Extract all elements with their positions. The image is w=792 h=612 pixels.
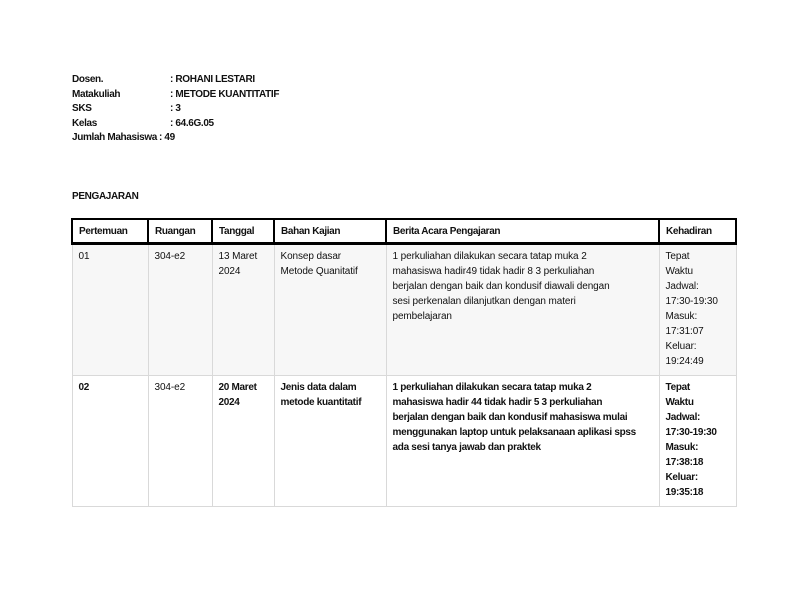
bahan-line: Konsep dasar: [280, 251, 342, 262]
info-row-kelas: [72, 117, 279, 132]
cell-bahan-kajian: [274, 244, 386, 376]
info-row-dosen: [72, 73, 279, 88]
bahan-line: metode kuantitatif: [280, 397, 362, 408]
info-row-sks: [72, 102, 279, 117]
header-pertemuan: Pertemuan: [72, 219, 148, 244]
header-ruangan: Ruangan: [148, 219, 212, 244]
kehadiran-line: 19:35:18: [665, 487, 704, 498]
kelas-value: : 64.6G.05: [170, 117, 214, 129]
berita-line: menggunakan laptop untuk pelaksanaan aplikasi spss: [392, 427, 636, 438]
header-tanggal: Tanggal: [212, 219, 274, 244]
berita-line: berjalan dengan baik dan kondusif mahasiswa mulai: [392, 412, 628, 423]
jumlah-label: Jumlah Mahasiswa: [72, 132, 157, 144]
kehadiran-line: Jadwal:: [665, 281, 699, 292]
dosen-value: : ROHANI LESTARI: [170, 74, 255, 85]
kehadiran-line: Jadwal:: [665, 412, 701, 423]
berita-line: 1 perkuliahan dilakukan secara tatap muka 2: [392, 382, 592, 393]
sks-value: : 3: [170, 103, 181, 115]
cell-berita-acara: [386, 376, 659, 507]
berita-line: mahasiswa hadir49 tidak hadir 8 3 perkuliahan: [392, 266, 595, 277]
berita-line: 1 perkuliahan dilakukan secara tatap muka 2: [392, 251, 587, 262]
bahan-line: Jenis data dalam: [280, 382, 357, 393]
kehadiran-line: Keluar:: [665, 341, 697, 352]
kehadiran-line: Keluar:: [665, 472, 698, 483]
table-header-row: [72, 219, 736, 244]
header-berita-acara: Berita Acara Pengajaran: [386, 219, 659, 244]
header-kehadiran: Kehadiran: [659, 219, 736, 244]
cell-bahan-kajian: [274, 376, 386, 507]
berita-line: ada sesi tanya jawab dan praktek: [392, 442, 541, 453]
dosen-label: Dosen.: [72, 74, 104, 85]
table-row: [72, 244, 736, 376]
cell-ruangan: 304-e2: [148, 376, 212, 507]
cell-pertemuan: 01: [72, 244, 148, 376]
cell-pertemuan: 02: [72, 376, 148, 507]
kehadiran-line: 19:24:49: [665, 356, 704, 367]
header-bahan-kajian: Bahan Kajian: [274, 219, 386, 244]
teaching-table: [71, 218, 737, 507]
section-title: PENGAJARAN: [72, 191, 139, 202]
kehadiran-line: Waktu: [665, 266, 693, 277]
cell-kehadiran: [659, 376, 736, 507]
matakuliah-label: Matakuliah: [72, 88, 121, 100]
tanggal-line: 20 Maret: [218, 382, 257, 393]
berita-line: sesi perkenalan dilanjutkan dengan materi: [392, 296, 576, 307]
kehadiran-line: 17:31:07: [665, 326, 704, 337]
berita-line: mahasiswa hadir 44 tidak hadir 5 3 perkuliahan: [392, 397, 603, 408]
kehadiran-line: Waktu: [665, 397, 694, 408]
cell-tanggal: [212, 244, 274, 376]
sks-label: SKS: [72, 103, 92, 115]
tanggal-line: 2024: [218, 266, 241, 277]
tanggal-line: 2024: [218, 397, 240, 408]
table-row: [72, 376, 736, 507]
kehadiran-line: Tepat: [665, 251, 690, 262]
kehadiran-line: Tepat: [665, 382, 690, 393]
info-row-matakuliah: [72, 88, 279, 103]
kehadiran-line: 17:30-19:30: [665, 296, 718, 307]
kelas-label: Kelas: [72, 117, 97, 129]
tanggal-line: 13 Maret: [218, 251, 258, 262]
kehadiran-line: Masuk:: [665, 311, 698, 322]
berita-line: berjalan dengan baik dan kondusif diawali dengan: [392, 281, 610, 292]
matakuliah-value: : METODE KUANTITATIF: [170, 88, 280, 100]
jumlah-value: : 49: [159, 132, 175, 144]
kehadiran-line: 17:38:18: [665, 457, 704, 468]
cell-ruangan: 304-e2: [148, 244, 212, 376]
bahan-line: Metode Quanitatif: [280, 266, 358, 277]
kehadiran-line: Masuk:: [665, 442, 699, 453]
cell-kehadiran: [659, 244, 736, 376]
info-row-jumlah: [72, 131, 279, 146]
cell-tanggal: [212, 376, 274, 507]
berita-line: pembelajaran: [392, 311, 452, 322]
cell-berita-acara: [386, 244, 659, 376]
kehadiran-line: 17:30-19:30: [665, 427, 717, 438]
course-info-block: [72, 73, 279, 146]
